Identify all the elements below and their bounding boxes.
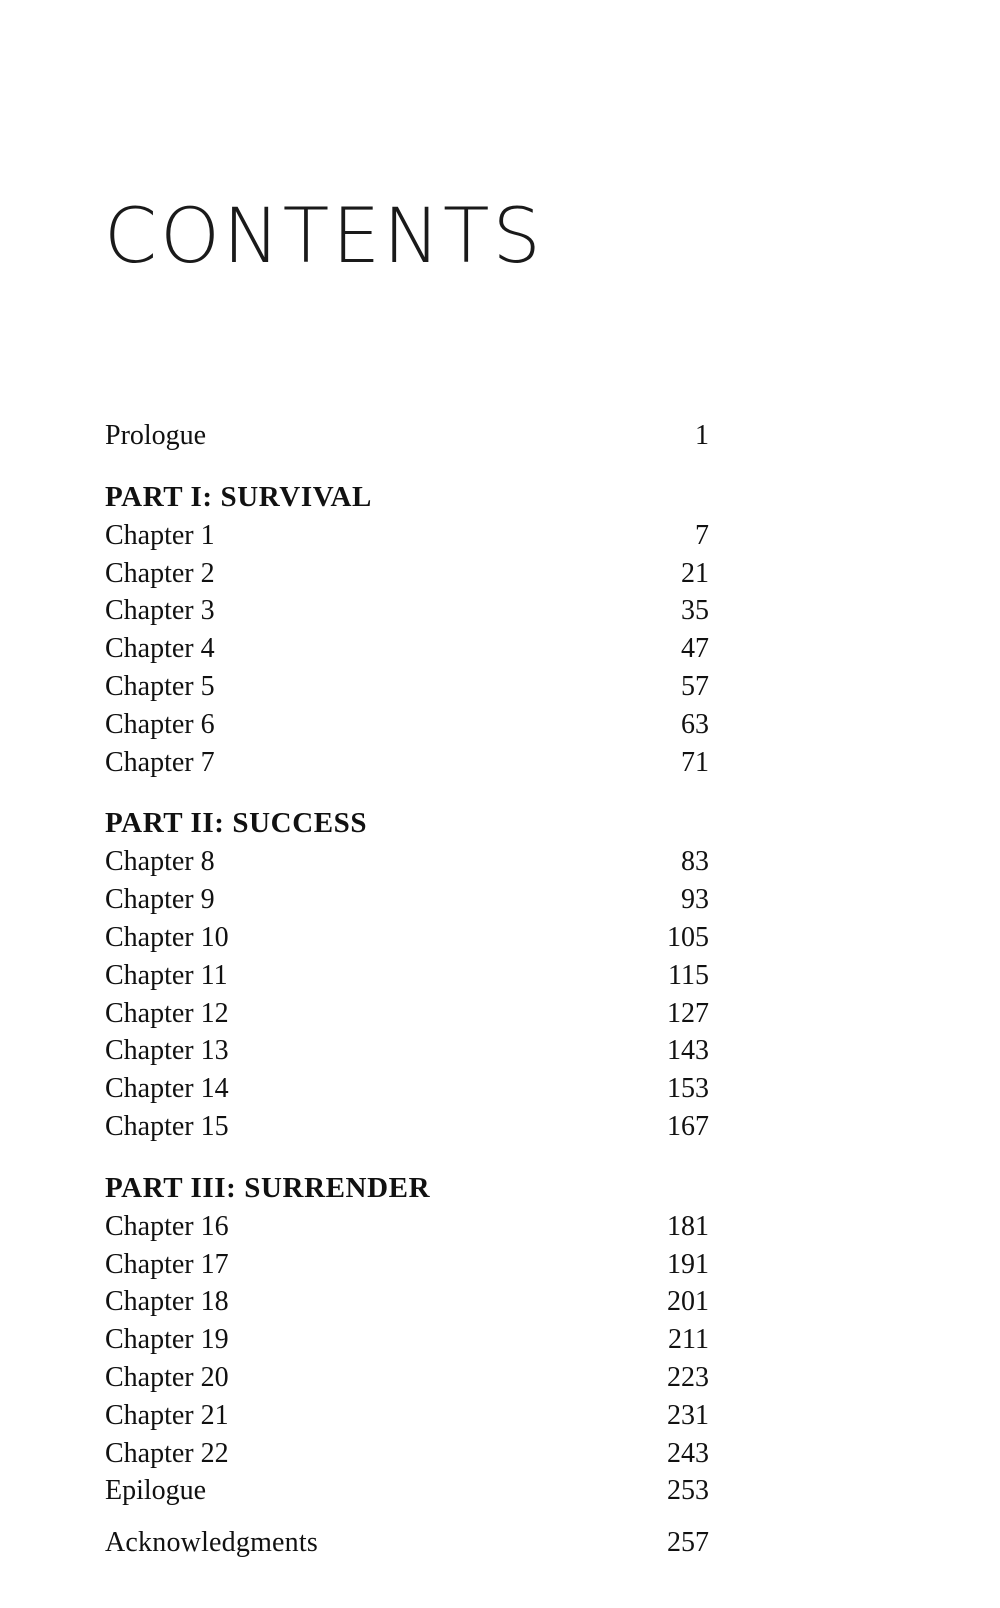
toc-entry[interactable] — [105, 957, 709, 995]
toc-entry[interactable] — [105, 1208, 709, 1246]
toc-entry[interactable] — [105, 1435, 709, 1473]
toc-entry[interactable] — [105, 881, 709, 919]
entry-page-number: 223 — [667, 1361, 709, 1393]
toc-entry[interactable] — [105, 995, 709, 1033]
entry-page-number: 253 — [667, 1475, 709, 1507]
toc-entry[interactable] — [105, 1246, 709, 1284]
entry-page-number: 191 — [667, 1248, 709, 1280]
part-heading-1: PART I: SURVIVAL — [105, 480, 373, 513]
entry-label: Epilogue — [105, 1475, 207, 1507]
toc-entry[interactable] — [105, 744, 709, 782]
toc-entry[interactable] — [105, 843, 709, 881]
entry-label: Chapter 8 — [105, 846, 215, 878]
entry-label: Chapter 16 — [105, 1210, 229, 1242]
entry-label: Prologue — [105, 420, 207, 451]
entry-page-number: 71 — [681, 746, 709, 778]
entry-page-number: 257 — [667, 1527, 709, 1559]
page-title: CONTENTS — [104, 191, 544, 280]
toc-entry[interactable] — [105, 630, 709, 668]
entry-page-number: 243 — [667, 1437, 709, 1469]
entry-page-number: 231 — [667, 1399, 709, 1431]
toc-entry[interactable] — [105, 668, 709, 706]
entry-label: Chapter 20 — [105, 1361, 229, 1393]
toc-entry[interactable] — [105, 1070, 709, 1108]
toc-entry[interactable] — [105, 1283, 709, 1321]
part-heading-3: PART III: SURRENDER — [105, 1171, 431, 1204]
entry-label: Chapter 3 — [105, 595, 215, 627]
entry-label: Chapter 12 — [105, 997, 229, 1029]
toc-entry-epilogue[interactable] — [105, 1472, 709, 1510]
entry-page-number: 153 — [667, 1073, 709, 1105]
entry-label: Chapter 17 — [105, 1248, 229, 1280]
toc-entry-acknowledgments[interactable] — [105, 1524, 709, 1562]
entry-label: Chapter 22 — [105, 1437, 229, 1469]
toc-entry[interactable] — [105, 706, 709, 744]
entry-label: Chapter 19 — [105, 1324, 229, 1356]
toc-entry[interactable] — [105, 1397, 709, 1435]
entry-label: Chapter 1 — [105, 519, 215, 551]
entry-label: Acknowledgments — [105, 1527, 318, 1559]
entry-page-number: 127 — [667, 997, 709, 1029]
entry-page-number: 1 — [695, 420, 709, 451]
entry-page-number: 83 — [681, 846, 709, 878]
entry-page-number: 115 — [668, 959, 709, 991]
entry-page-number: 201 — [667, 1286, 709, 1318]
entry-label: Chapter 7 — [105, 746, 215, 778]
toc-entry-prologue[interactable] — [105, 417, 709, 455]
toc-entry[interactable] — [105, 517, 709, 555]
table-of-contents — [105, 417, 709, 1562]
entry-label: Chapter 6 — [105, 708, 215, 740]
entry-page-number: 7 — [695, 519, 709, 551]
toc-entry[interactable] — [105, 1032, 709, 1070]
entry-label: Chapter 9 — [105, 884, 215, 916]
entry-page-number: 181 — [667, 1210, 709, 1242]
entry-page-number: 211 — [668, 1324, 709, 1356]
entry-page-number: 63 — [681, 708, 709, 740]
entry-page-number: 21 — [681, 557, 709, 589]
toc-entry[interactable] — [105, 919, 709, 957]
entry-label: Chapter 4 — [105, 633, 215, 665]
toc-entry[interactable] — [105, 1108, 709, 1146]
entry-page-number: 167 — [667, 1110, 709, 1142]
toc-entry[interactable] — [105, 592, 709, 630]
entry-label: Chapter 2 — [105, 557, 215, 589]
toc-entry[interactable] — [105, 1321, 709, 1359]
entry-page-number: 57 — [681, 670, 709, 702]
entry-label: Chapter 5 — [105, 670, 215, 702]
entry-page-number: 47 — [681, 633, 709, 665]
entry-page-number: 143 — [667, 1035, 709, 1067]
entry-label: Chapter 11 — [105, 959, 228, 991]
entry-label: Chapter 15 — [105, 1110, 229, 1142]
toc-entry[interactable] — [105, 555, 709, 593]
entry-page-number: 93 — [681, 884, 709, 916]
toc-entry[interactable] — [105, 1359, 709, 1397]
entry-label: Chapter 13 — [105, 1035, 229, 1067]
part-heading-2: PART II: SUCCESS — [105, 807, 368, 840]
entry-label: Chapter 21 — [105, 1399, 229, 1431]
entry-label: Chapter 10 — [105, 921, 229, 953]
entry-label: Chapter 14 — [105, 1073, 229, 1105]
entry-page-number: 105 — [667, 921, 709, 953]
entry-page-number: 35 — [681, 595, 709, 627]
entry-label: Chapter 18 — [105, 1286, 229, 1318]
